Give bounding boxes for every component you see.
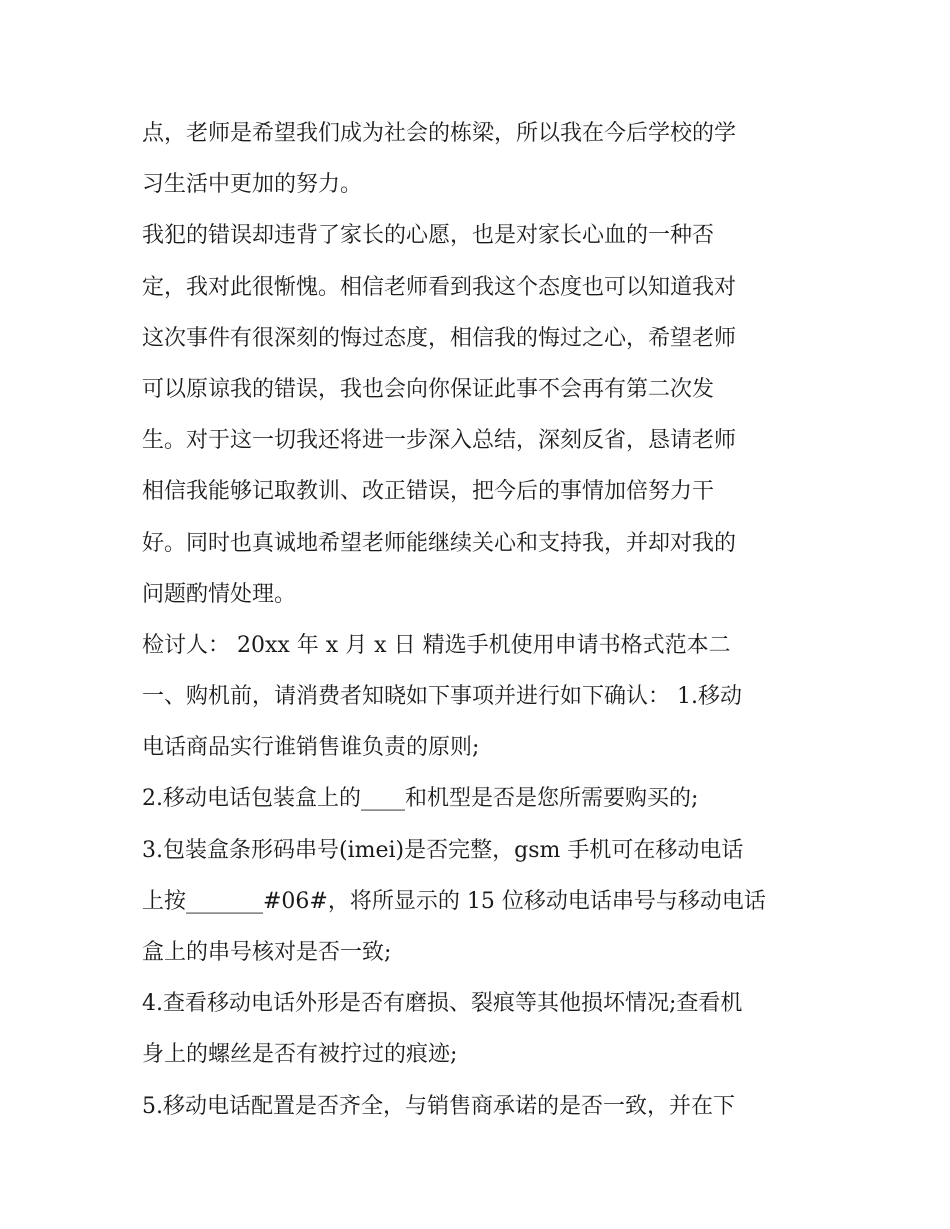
text-line: 身上的螺丝是否有被拧过的痕迹; (142, 1042, 458, 1068)
text-line: 2.移动电话包装盒上的____和机型是否是您所需要购买的; (142, 786, 699, 812)
text-line: 可以原谅我的错误，我也会向你保证此事不会再有第二次发 (142, 376, 715, 402)
text-line: 相信我能够记取教训、改正错误，把今后的事情加倍努力干 (142, 479, 715, 505)
text-line: 上按_______#06#，将所显示的 15 位移动电话串号与移动电话 (142, 888, 766, 914)
text-line: 问题酌情处理。 (142, 581, 297, 607)
text-line: 电话商品实行谁销售谁负责的原则; (142, 735, 480, 761)
text-line: 好。同时也真诚地希望老师能继续关心和支持我，并却对我的 (142, 530, 737, 556)
signature-line: 检讨人： 20xx 年 x 月 x 日 精选手机使用申请书格式范本二 (142, 632, 731, 658)
text-line: 一、购机前，请消费者知晓如下事项并进行如下确认： 1.移动 (142, 684, 742, 710)
text-line: 4.查看移动电话外形是否有磨损、裂痕等其他损坏情况;查看机 (142, 991, 743, 1017)
text-line: 生。对于这一切我还将进一步深入总结，深刻反省，恳请老师 (142, 428, 737, 454)
text-line: 定，我对此很惭愧。相信老师看到我这个态度也可以知道我对 (142, 274, 737, 300)
text-line: 我犯的错误却违背了家长的心愿，也是对家长心血的一种否 (142, 223, 715, 249)
text-line: 这次事件有很深刻的悔过态度，相信我的悔过之心，希望老师 (142, 325, 737, 351)
text-line: 盒上的串号核对是否一致; (142, 940, 392, 965)
text-line: 3.包装盒条形码串号(imei)是否完整，gsm 手机可在移动电话 (142, 837, 744, 863)
text-line: 点，老师是希望我们成为社会的栋梁，所以我在今后学校的学 (142, 121, 737, 146)
text-line: 习生活中更加的努力。 (142, 172, 363, 198)
document-body (142, 108, 814, 1132)
text-line: 5.移动电话配置是否齐全，与销售商承诺的是否一致，并在下 (142, 1093, 735, 1119)
